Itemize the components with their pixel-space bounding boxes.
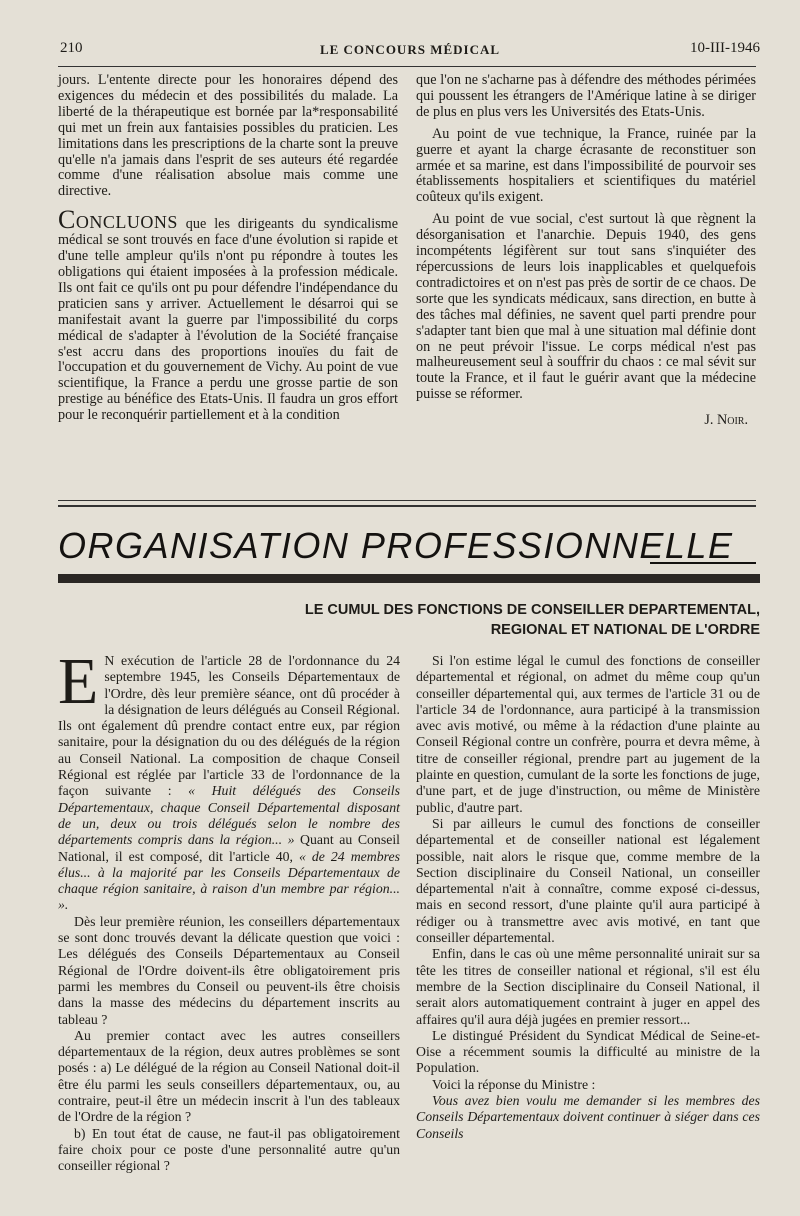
quotation: « Huit délégués des Conseils Départementaux, chaque Conseil Départemental disposant de un, deux ou trois délégués selon le nombre des départements compris dans la région... » [58,783,400,848]
drop-cap: E [58,645,99,718]
title-underline [650,562,756,564]
section-band [58,574,760,583]
article-left-column [58,645,400,1175]
section-divider [58,500,756,501]
header-rule [58,66,756,67]
paragraph: Au point de vue social, c'est surtout là que règnent la désorganisation et l'anarchie. Depuis 1940, des gens incompétents légifèrent sur tout sans s'inquiéter des répercussions de leurs lois inapplicables et quelquefois contradictoires et on n'est pas près de sortir de ce chaos. De sorte que les syndicats médicaux, sans direction, en butte à des tâches mal définies, ne savent quel parti prendre pour s'adapter tant bien que mal à une situation mal définie dont on ne peut prévoir l'issue. Le corps médical n'est pas malheureusement seul à souffrir du chaos : ce mal sévit sur toute la France, et il faut le guérir avant que la médecine puisse se réformer. [416,211,756,403]
issue-date: 10-III-1946 [690,40,760,56]
author-signature: J. Noir. [704,412,748,429]
paragraph: jours. L'entente directe pour les honoraires dépend des exigences du médecin et des possibilités du malade. La liberté de la thérapeutique est bornée par la*responsabilité qui met un frein aux fantaisies possibles du praticien. Les limitations dans les prescriptions de la charte sont la preuve qu'elle n'a jamais dans l'esprit de ses auteurs été regardée comme d'une réalisation absolue mais comme une directive. [58,72,398,200]
article-right-column [416,653,760,1142]
text-run: Quant au Conseil National, il est composé, dit l'article 40, [58,832,400,864]
paragraph: Voici la réponse du Ministre : [432,1076,596,1092]
article-title-line-2: REGIONAL ET NATIONAL DE L'ORDRE [490,622,760,638]
paragraph [58,645,400,914]
paragraph: Si l'on estime légal le cumul des fonctions de conseiller départemental et régional, on admet du même coup qu'un conseiller départemental qui, aux termes de l'article 31 ou de l'article 34 de l'ordonnance, aura participé à la transmission avec avis motivé, ou même à la rédaction d'une plainte au Conseil Régional contre un confrère, pourra et devra même, à titre de conseiller régional, prendre part au jugement de la plainte en question, cumulant de la sorte les fonctions de juge, d'une part, et de juge d'instruction, ou même de Ministère public, d'autre part. [416,653,760,815]
section-divider-thick [58,505,756,507]
paragraph: Au point de vue technique, la France, ruinée par la guerre et ayant la charge écrasante de reconstituer son armée et sa marine, est dans l'impossibilité de pourvoir ses établissements hospitaliers et scientifiques du matériel coûteux qu'ils exigent. [416,125,756,206]
section-title: ORGANISATION PROFESSIONNELLE [58,525,734,566]
paragraph: Si par ailleurs le cumul des fonctions de conseiller départemental et de conseiller national est légalement possible, nait alors le risque que, comme membre de la Section disciplinaire du Conseil National, un conseiller départemental n'ait à connaître, comme exposé ci-dessus, mais en second ressort, d'une plainte qu'il aura participé à rédiger ou à transmettre avec avis motivé, en tant que conseiller départemental. [416,815,760,946]
paragraph: Au premier contact avec les autres conseillers départementaux de la région, deux autres problèmes se sont posés : a) Le délégué de la région au Conseil National doit-il être élu parmi les seuls conseillers départementaux, ou, au contraire, peut-il être un médecin inscrit à l'un des tableaux de l'Ordre de la région ? [58,1027,400,1125]
paragraph [58,205,398,424]
paragraph: b) En tout état de cause, ne faut-il pas obligatoirement faire choix pour ce poste d'une personnalité autre qu'un conseiller régional ? [58,1125,400,1174]
paragraph: Enfin, dans le cas où une même personnalité unirait sur sa tête les titres de conseiller national et régional, s'il est élu membre de la Section disciplinaire du Conseil National, il serait alors automatiquement contraint à juger en appel des affaires qu'il aura déjà jugées en premier ressort... [416,946,760,1027]
page-number: 210 [60,40,83,56]
article-title-line-1: LE CUMUL DES FONCTIONS DE CONSEILLER DEPARTEMENTAL, [304,602,760,618]
paragraph: Le distingué Président du Syndicat Médical de Seine-et-Oise a récemment soumis la difficulté au ministre de la Population. [416,1027,760,1076]
paragraph: Dès leur première réunion, les conseillers départementaux se sont donc trouvés devant la délicate question que voici : Les délégués des Conseils Départementaux au Conseil Régional de l'Ordre doivent-ils être obligatoirement pris parmi les membres du Conseil ou peuvent-ils être choisis dans la masse des médecins du département inscrits au tableau ? [58,913,400,1027]
article-title [250,600,760,640]
paragraph: Vous avez bien voulu me demander si les membres des Conseils Départementaux doivent continuer à siéger dans ces Conseils [416,1093,760,1141]
top-left-column [58,73,398,424]
conclusion-lead: Concluons [58,205,178,235]
running-header [60,40,760,66]
conclusion-text: que les dirigeants du syndicalisme médical se sont trouvés en face d'une évolution si rapide et d'une telle ampleur qu'ils n'ont pu répondre à toutes les obligations qui étaient imposées à la profession médicale. Ils ont fait ce qu'ils ont pu pour défendre l'indépendance du praticien sans y arriver. Actuellement le désarroi qui se manifestait avant la guerre par l'impossibilité du corps médical de s'adapter à l'évolution de la Société française s'est accru dans des proportions inouïes du fait de l'occupation et du gouvernement de Vichy. Au point de vue scientifique, la France a perdu une grosse partie de son prestige au bénéfice des Etats-Unis. Il faudra un gros effort pour le reconquérir partiellement et à la condition [58,216,398,424]
journal-title: LE CONCOURS MÉDICAL [319,42,501,57]
paragraph: que l'on ne s'acharne pas à défendre des méthodes périmées qui poussent les étrangers de l'Amérique latine à se diriger de plus en plus vers les Universités des Etats-Unis. [416,72,756,120]
text-run: N exécution de l'article 28 de l'ordonnance du 24 septembre 1945, les Conseils Départementaux de l'Ordre, dès leur première séance, ont dû procéder à la désignation de leurs délégués au Conseil Régional. Ils ont également dû prendre contact entre eux, par région sanitaire, pour la désignation du ou des délégués de la région au Conseil National. La composition de chaque Conseil Régional est réglée par l'article 33 de l'ordonnance de la façon suivante : [58,653,400,799]
top-right-column [416,73,756,429]
quotation: « de 24 membres élus... à la majorité par les Conseils Départementaux de chaque région sanitaire, à raison d'un membre par région... ». [58,848,400,913]
